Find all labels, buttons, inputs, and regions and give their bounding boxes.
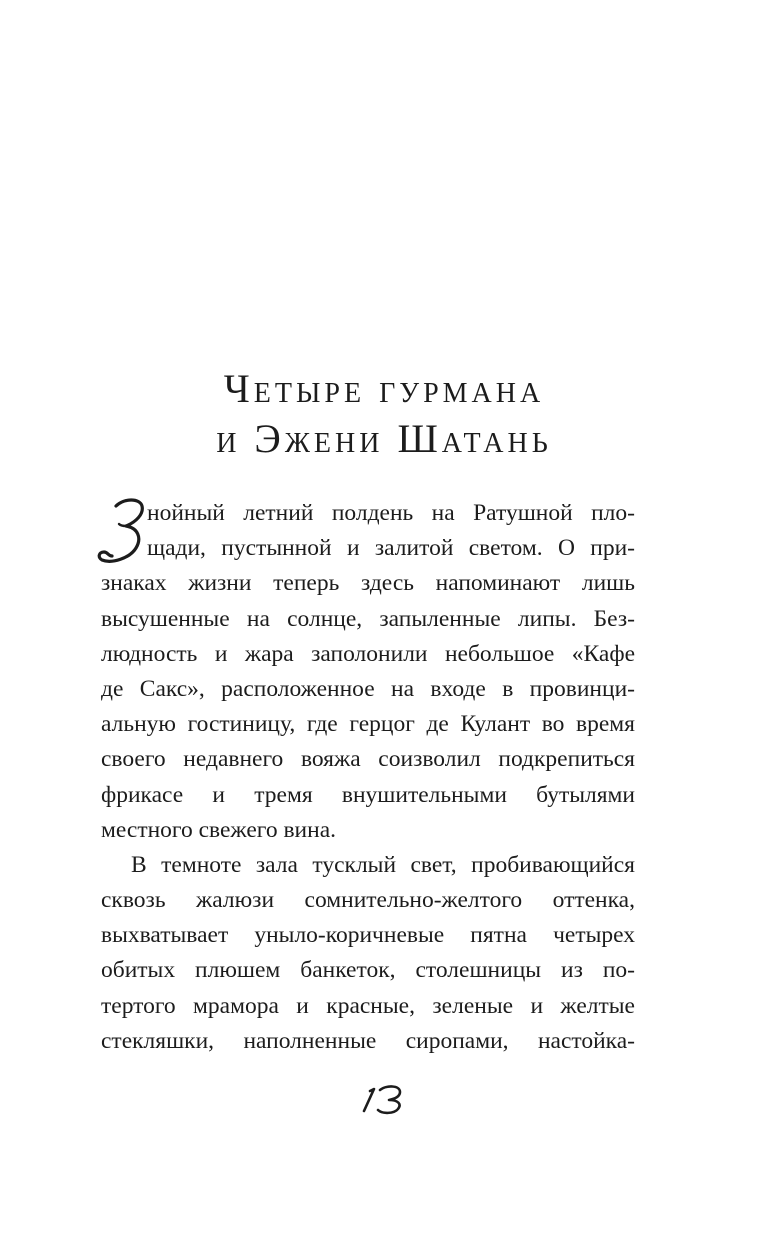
page-number-glyphs — [360, 1081, 408, 1117]
body-text — [101, 496, 635, 1059]
paragraph-1-line: де Сакс», расположенное на входе в провинци- — [101, 675, 635, 702]
paragraph-1-line: своего недавнего вояжа соизволил подкрепиться — [101, 746, 635, 773]
paragraph-2-line: выхватывает уныло-коричневые пятна четырех — [101, 922, 635, 949]
page-number — [0, 1081, 768, 1122]
paragraph-2-line: тертого мрамора и красные, зеленые и желтые — [101, 992, 635, 1019]
paragraph-1-line: людность и жара заполонили небольшое «Кафе — [101, 640, 635, 667]
chapter-title-line-1: Четыре гурмана — [223, 366, 545, 411]
paragraph-2-line: стекляшки, наполненные сиропами, настойка- — [101, 1027, 635, 1054]
paragraph-1-line: высушенные на солнце, запыленные липы. Без- — [101, 605, 635, 632]
chapter-title — [0, 364, 768, 464]
chapter-title-line-2: и Эжени Шатань — [216, 416, 552, 461]
paragraph-1-line: щади, пустынной и залитой светом. О при- — [147, 535, 635, 562]
paragraph-1-line: нойный летний полдень на Ратушной пло- — [147, 500, 635, 526]
paragraph-2-line: сквозь жалюзи сомнительно-желтого оттенка, — [101, 887, 635, 914]
paragraph-1-line: знаках жизни теперь здесь напоминают лишь — [101, 570, 635, 597]
paragraph-1-line: фрикасе и тремя внушительными бутылями — [101, 781, 635, 808]
paragraph-1-line: местного свежего вина. — [101, 816, 336, 843]
paragraph-1-dropcap-lines — [101, 496, 635, 566]
paragraph-2-line: В темноте зала тусклый свет, пробивающийся — [131, 851, 635, 878]
paragraph-1-line: альную гостиницу, где герцог де Кулант во время — [101, 711, 635, 738]
paragraph-2-line: обитых плюшем банкеток, столешницы из по- — [101, 957, 635, 984]
